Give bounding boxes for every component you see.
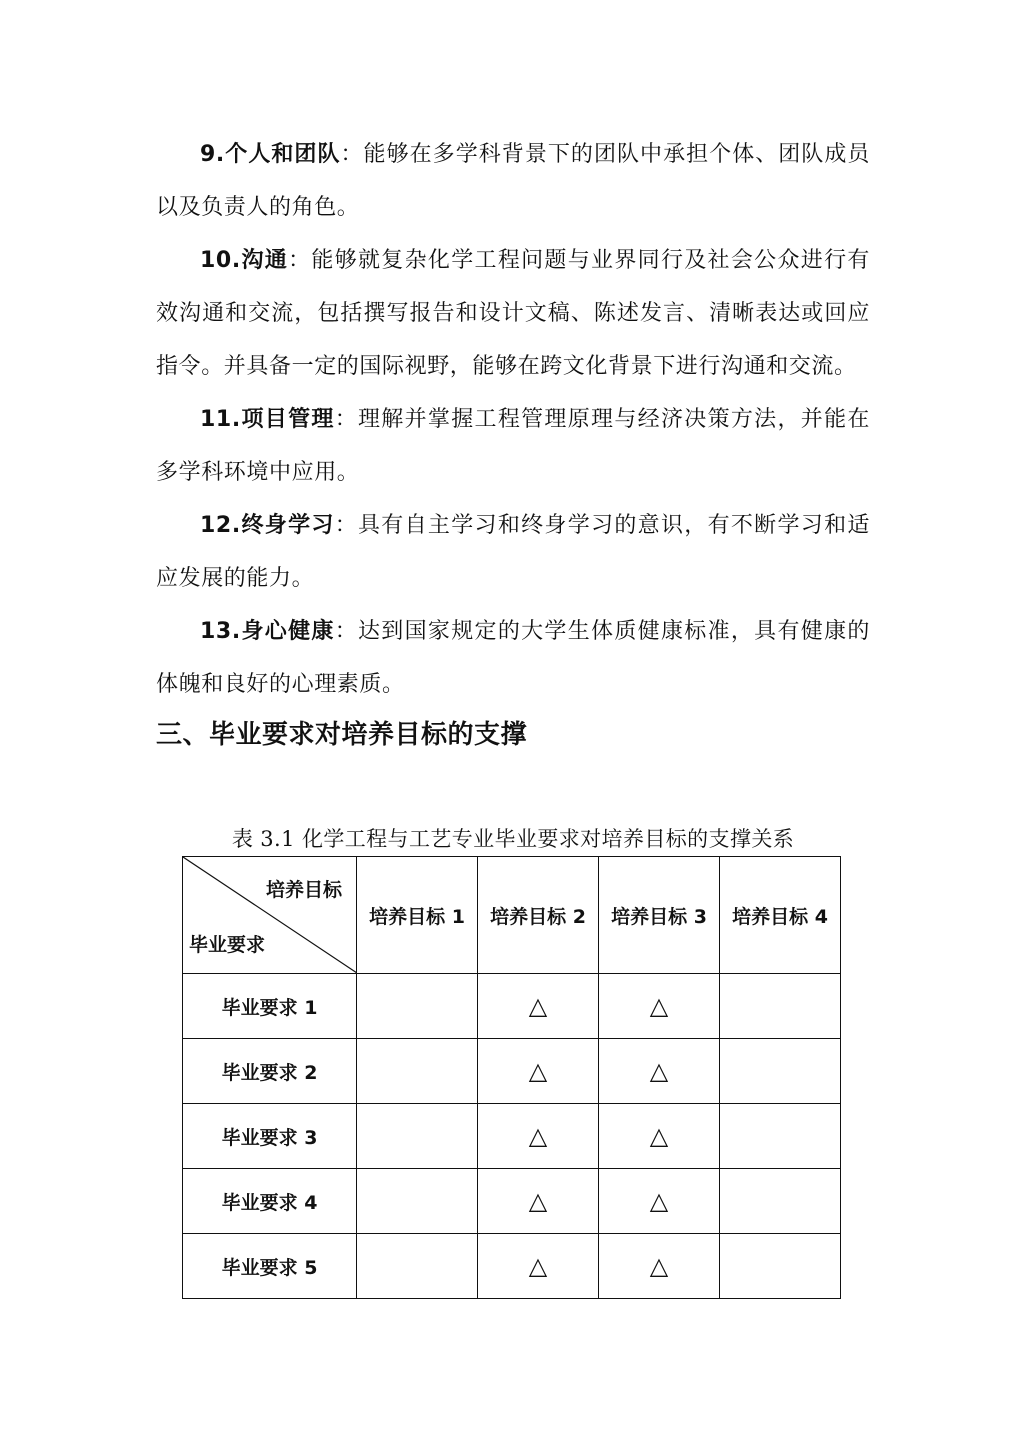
support-mark: △ [478,1039,599,1104]
support-mark: △ [478,1234,599,1299]
support-mark: △ [478,974,599,1039]
table-cell [720,1039,841,1104]
row-header: 毕业要求 4 [183,1169,357,1234]
column-header: 培养目标 4 [720,857,841,974]
table-cell [720,1104,841,1169]
support-mark: △ [478,1104,599,1169]
support-matrix-table [182,856,841,1299]
table-cell [357,974,478,1039]
table-row [183,974,841,1039]
table-header-row [183,857,841,974]
paragraph-text: ：达到国家规定的大学生体质健康标准，具有健康的体魄和良好的心理素质。 [156,619,870,697]
support-mark: △ [599,1234,720,1299]
table-cell [357,1104,478,1169]
table-cell [357,1039,478,1104]
table-cell [357,1234,478,1299]
paragraph-text: ：能够在多学科背景下的团队中承担个体、团队成员以及负责人的角色。 [156,142,870,220]
paragraph-lead: 12.终身学习 [200,513,335,538]
paragraph-text: ：具有自主学习和终身学习的意识，有不断学习和适应发展的能力。 [156,513,870,591]
table-row [183,1169,841,1234]
paragraph-lead: 11.项目管理 [200,407,335,432]
table-caption: 表 3.1 化学工程与工艺专业毕业要求对培养目标的支撑关系 [231,827,795,851]
paragraph-lifelong-learning [156,499,870,605]
corner-header-cell [183,857,357,974]
paragraph-project-management [156,393,870,499]
table-cell [720,1234,841,1299]
column-header: 培养目标 2 [478,857,599,974]
corner-top-label: 培养目标 [265,879,342,901]
table-cell [720,1169,841,1234]
column-header: 培养目标 3 [599,857,720,974]
table-cell [720,974,841,1039]
table-cell [357,1169,478,1234]
support-mark: △ [478,1169,599,1234]
support-mark: △ [599,974,720,1039]
row-header: 毕业要求 1 [183,974,357,1039]
paragraph-teamwork [156,128,870,234]
support-mark: △ [599,1169,720,1234]
row-header: 毕业要求 5 [183,1234,357,1299]
paragraph-communication [156,234,870,393]
document-body [156,128,870,755]
column-header: 培养目标 1 [357,857,478,974]
table-row [183,1104,841,1169]
paragraph-text: ：能够就复杂化学工程问题与业界同行及社会公众进行有效沟通和交流，包括撰写报告和设计文稿、陈述发言、清晰表达或回应指令。并具备一定的国际视野，能够在跨文化背景下进行沟通和交流。 [156,248,870,379]
paragraph-lead: 9.个人和团队 [200,142,341,167]
paragraph-lead: 10.沟通 [200,248,289,273]
corner-bottom-label: 毕业要求 [189,934,266,956]
section-heading: 三、毕业要求对培养目标的支撑 [156,720,528,750]
paragraph-health [156,605,870,711]
row-header: 毕业要求 3 [183,1104,357,1169]
paragraph-lead: 13.身心健康 [200,619,335,644]
table-row [183,1234,841,1299]
paragraph-text: ：理解并掌握工程管理原理与经济决策方法，并能在多学科环境中应用。 [156,407,870,485]
row-header: 毕业要求 2 [183,1039,357,1104]
support-mark: △ [599,1039,720,1104]
table-row [183,1039,841,1104]
support-mark: △ [599,1104,720,1169]
